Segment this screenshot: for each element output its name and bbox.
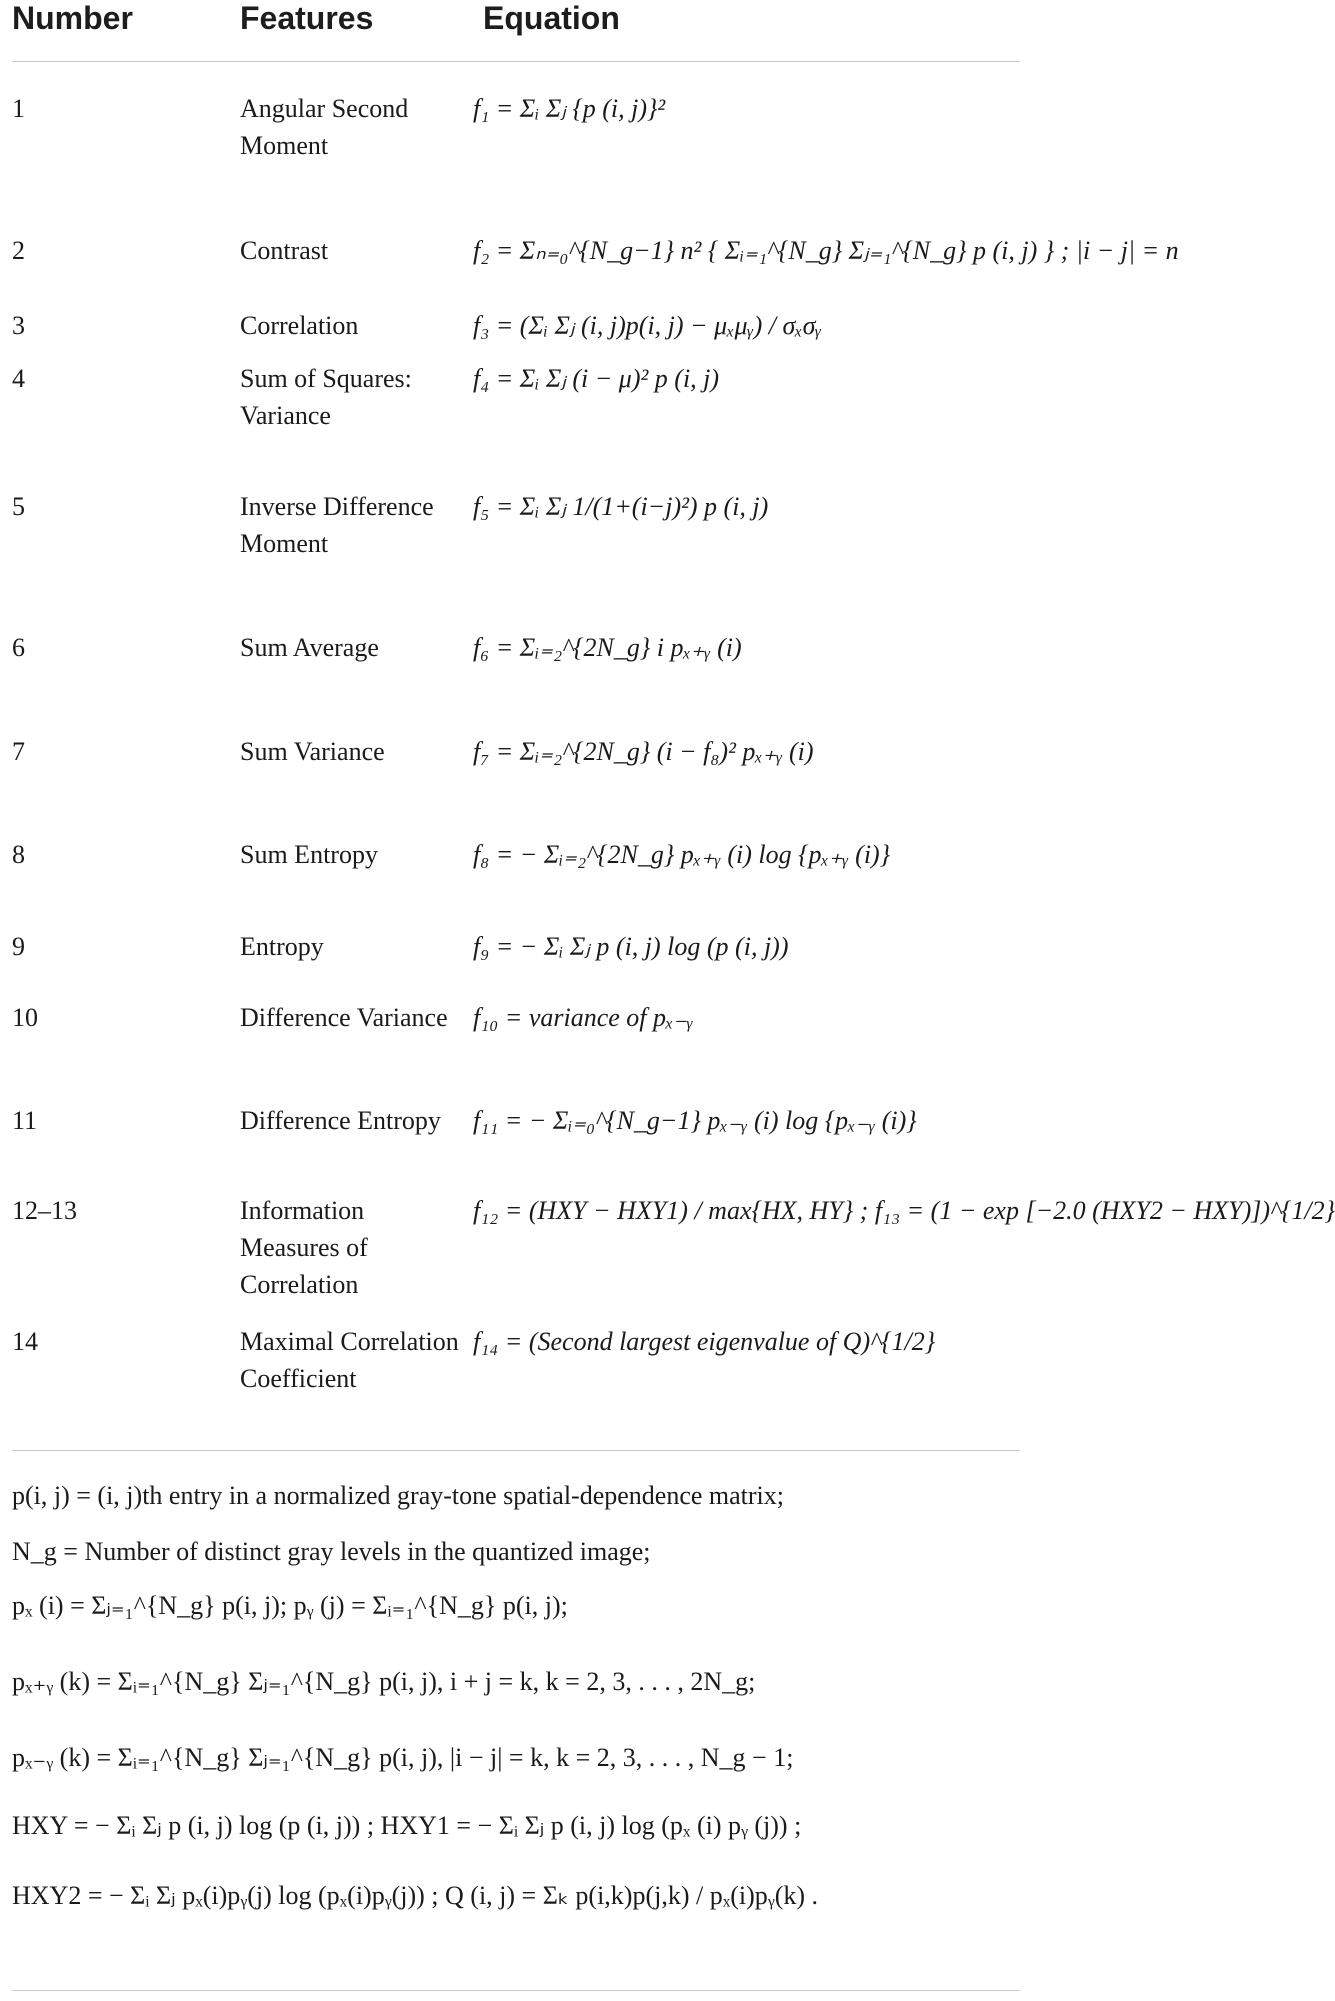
header-features: Features bbox=[240, 0, 374, 36]
row-number: 5 bbox=[12, 492, 25, 521]
row-equation: f₈ = − Σᵢ₌₂^{2N_g} pₓ₊ᵧ (i) log {pₓ₊ᵧ (i)} bbox=[473, 840, 891, 869]
row-equation: f₁₄ = (Second largest eigenvalue of Q)^{1/2} bbox=[473, 1327, 936, 1356]
row-equation: f₉ = − Σᵢ Σⱼ p (i, j) log (p (i, j)) bbox=[473, 932, 789, 961]
row-number: 10 bbox=[12, 1003, 38, 1032]
row-feature: Difference Variance bbox=[240, 1003, 448, 1032]
footnote: N_g = Number of distinct gray levels in the quantized image; bbox=[12, 1537, 651, 1566]
row-feature: Sum Variance bbox=[240, 737, 385, 766]
row-number: 4 bbox=[12, 364, 25, 393]
footnote: pₓ (i) = Σⱼ₌₁^{N_g} p(i, j); pᵧ (j) = Σᵢ₌₁^{N_g} p(i, j); bbox=[12, 1591, 568, 1620]
footnote: HXY = − Σᵢ Σⱼ p (i, j) log (p (i, j)) ; HXY1 = − Σᵢ Σⱼ p (i, j) log (pₓ (i) pᵧ (j)) ; bbox=[12, 1811, 802, 1840]
row-equation: f₂ = Σₙ₌₀^{N_g−1} n² { Σᵢ₌₁^{N_g} Σⱼ₌₁^{N_g} p (i, j) } ; |i − j| = n bbox=[473, 236, 1179, 265]
row-feature: Difference Entropy bbox=[240, 1106, 441, 1135]
footnote: pₓ₊ᵧ (k) = Σᵢ₌₁^{N_g} Σⱼ₌₁^{N_g} p(i, j), i + j = k, k = 2, 3, . . . , 2N_g; bbox=[12, 1667, 756, 1696]
row-equation: f₁₀ = variance of pₓ₋ᵧ bbox=[473, 1003, 694, 1032]
table-bottom-rule bbox=[12, 1450, 1020, 1451]
row-feature: Information Measures of Correlation bbox=[240, 1196, 368, 1299]
row-equation: f₇ = Σᵢ₌₂^{2N_g} (i − f₈)² pₓ₊ᵧ (i) bbox=[473, 737, 814, 766]
row-feature: Inverse Difference Moment bbox=[240, 492, 434, 558]
row-feature: Entropy bbox=[240, 932, 324, 961]
row-equation: f₅ = Σᵢ Σⱼ 1/(1+(i−j)²) p (i, j) bbox=[473, 492, 769, 521]
row-feature: Sum Entropy bbox=[240, 840, 378, 869]
row-number: 9 bbox=[12, 932, 25, 961]
row-number: 1 bbox=[12, 94, 25, 123]
row-number: 2 bbox=[12, 236, 25, 265]
row-equation: f₁₁ = − Σᵢ₌₀^{N_g−1} pₓ₋ᵧ (i) log {pₓ₋ᵧ (i)} bbox=[473, 1106, 917, 1135]
row-equation: f₁ = Σᵢ Σⱼ {p (i, j)}² bbox=[473, 94, 666, 123]
row-equation: f₆ = Σᵢ₌₂^{2N_g} i pₓ₊ᵧ (i) bbox=[473, 633, 742, 662]
row-feature: Maximal Correlation Coefficient bbox=[240, 1327, 459, 1393]
header-number: Number bbox=[12, 0, 133, 36]
header-equation: Equation bbox=[483, 0, 620, 36]
footnote-bottom-rule bbox=[12, 1990, 1020, 1991]
row-feature: Sum of Squares: Variance bbox=[240, 364, 412, 430]
row-number: 6 bbox=[12, 633, 25, 662]
row-feature: Angular Second Moment bbox=[240, 94, 409, 160]
row-number: 7 bbox=[12, 737, 25, 766]
header-rule bbox=[12, 61, 1020, 62]
row-equation: f₃ = (Σᵢ Σⱼ (i, j)p(i, j) − μₓμᵧ) / σₓσᵧ bbox=[473, 311, 822, 340]
row-number: 14 bbox=[12, 1327, 38, 1356]
footnote: pₓ₋ᵧ (k) = Σᵢ₌₁^{N_g} Σⱼ₌₁^{N_g} p(i, j), |i − j| = k, k = 2, 3, . . . , N_g − 1; bbox=[12, 1743, 794, 1772]
row-number: 3 bbox=[12, 311, 25, 340]
row-number: 11 bbox=[12, 1106, 38, 1135]
row-feature: Correlation bbox=[240, 311, 359, 340]
row-number: 12–13 bbox=[12, 1196, 77, 1225]
footnote: p(i, j) = (i, j)th entry in a normalized gray-tone spatial-dependence matrix; bbox=[12, 1481, 784, 1510]
row-equation: f₁₂ = (HXY − HXY1) / max{HX, HY} ; f₁₃ = (1 − exp [−2.0 (HXY2 − HXY)])^{1/2} bbox=[473, 1196, 1335, 1225]
footnote: HXY2 = − Σᵢ Σⱼ pₓ(i)pᵧ(j) log (pₓ(i)pᵧ(j)) ; Q (i, j) = Σₖ p(i,k)p(j,k) / pₓ(i)pᵧ(k) . bbox=[12, 1881, 819, 1910]
row-number: 8 bbox=[12, 840, 25, 869]
row-feature: Contrast bbox=[240, 236, 329, 265]
row-feature: Sum Average bbox=[240, 633, 379, 662]
row-equation: f₄ = Σᵢ Σⱼ (i − μ)² p (i, j) bbox=[473, 364, 720, 393]
